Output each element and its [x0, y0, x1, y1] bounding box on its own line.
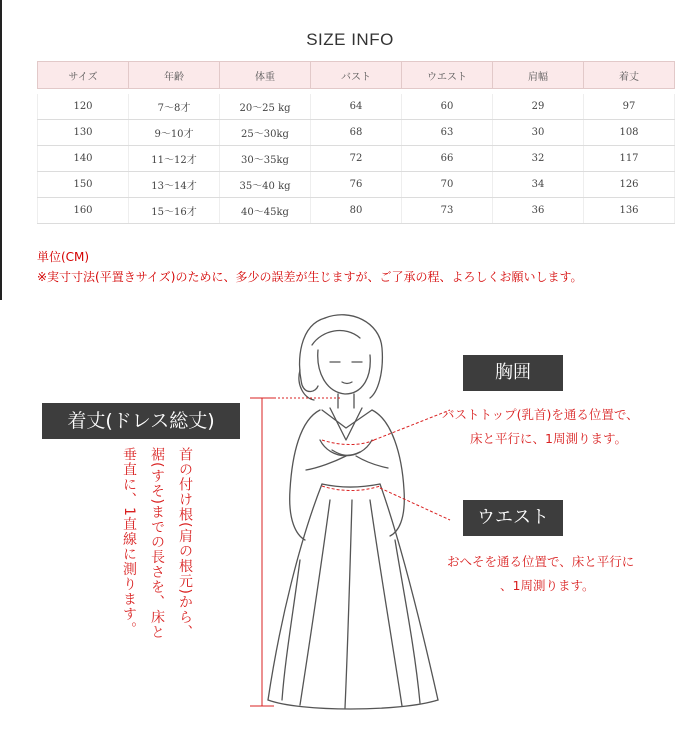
length-desc-col1: 首の付け根(肩の根元)から、 [177, 447, 193, 640]
cell-bust: 68 [311, 120, 402, 146]
header-size: サイズ [38, 62, 129, 89]
cell-size: 160 [38, 198, 129, 224]
bust-label: 胸囲 [463, 355, 563, 391]
length-label: 着丈(ドレス総丈) [42, 403, 240, 439]
cell-waist: 66 [402, 146, 493, 172]
waist-desc-line2: 、1周測ります。 [500, 578, 595, 593]
figure-outline [268, 315, 438, 709]
waist-label: ウエスト [463, 500, 563, 536]
cell-weight: 30〜35kg [220, 146, 311, 172]
size-table [37, 61, 675, 224]
cell-age: 13〜14才 [129, 172, 220, 198]
size-info-title: SIZE INFO [306, 30, 394, 49]
bust-desc-line1: バストトップ(乳首)を通る位置で、 [442, 407, 639, 422]
disclaimer-note: ※実寸寸法(平置きサイズ)のために、多少の誤差が生じますが、ご了承の程、よろしくお願いします。 [37, 270, 583, 284]
cell-size: 130 [38, 120, 129, 146]
cell-size: 150 [38, 172, 129, 198]
bust-desc-line2: 床と平行に、1周測ります。 [470, 431, 627, 446]
notes-block [37, 247, 583, 287]
cell-shoulder: 32 [493, 146, 584, 172]
cell-bust: 80 [311, 198, 402, 224]
header-length: 着丈 [584, 62, 675, 89]
table-row [38, 146, 675, 172]
dress-illustration [0, 300, 700, 740]
cell-waist: 60 [402, 94, 493, 120]
table-row [38, 94, 675, 120]
cell-bust: 76 [311, 172, 402, 198]
cell-weight: 40〜45kg [220, 198, 311, 224]
cell-age: 11〜12才 [129, 146, 220, 172]
table-row [38, 172, 675, 198]
cell-age: 9〜10才 [129, 120, 220, 146]
cell-shoulder: 30 [493, 120, 584, 146]
length-desc-col2: 裾(すそ)までの長さを、床と [149, 447, 165, 640]
cell-shoulder: 36 [493, 198, 584, 224]
table-row [38, 198, 675, 224]
cell-weight: 25〜30kg [220, 120, 311, 146]
waist-desc-line1: おへそを通る位置で、床と平行に [447, 554, 635, 569]
header-waist: ウエスト [402, 62, 493, 89]
cell-size: 140 [38, 146, 129, 172]
unit-note: 単位(CM) [37, 250, 90, 264]
cell-weight: 35〜40 kg [220, 172, 311, 198]
cell-length: 117 [584, 146, 675, 172]
length-measure-guide [250, 398, 340, 706]
header-weight: 体重 [220, 62, 311, 89]
cell-age: 7〜8才 [129, 94, 220, 120]
cell-bust: 64 [311, 94, 402, 120]
length-desc-col3: 垂直に、1直線に測ります。 [121, 447, 137, 637]
cell-age: 15〜16才 [129, 198, 220, 224]
table-row [38, 120, 675, 146]
header-age: 年齢 [129, 62, 220, 89]
cell-shoulder: 29 [493, 94, 584, 120]
cell-waist: 70 [402, 172, 493, 198]
cell-length: 108 [584, 120, 675, 146]
cell-weight: 20〜25 kg [220, 94, 311, 120]
bust-measure-guide [322, 410, 450, 445]
table-header-row [38, 62, 675, 89]
cell-length: 126 [584, 172, 675, 198]
cell-length: 136 [584, 198, 675, 224]
cell-length: 97 [584, 94, 675, 120]
cell-size: 120 [38, 94, 129, 120]
cell-shoulder: 34 [493, 172, 584, 198]
cell-waist: 63 [402, 120, 493, 146]
header-bust: バスト [311, 62, 402, 89]
cell-waist: 73 [402, 198, 493, 224]
header-shoulder: 肩幅 [493, 62, 584, 89]
cell-bust: 72 [311, 146, 402, 172]
